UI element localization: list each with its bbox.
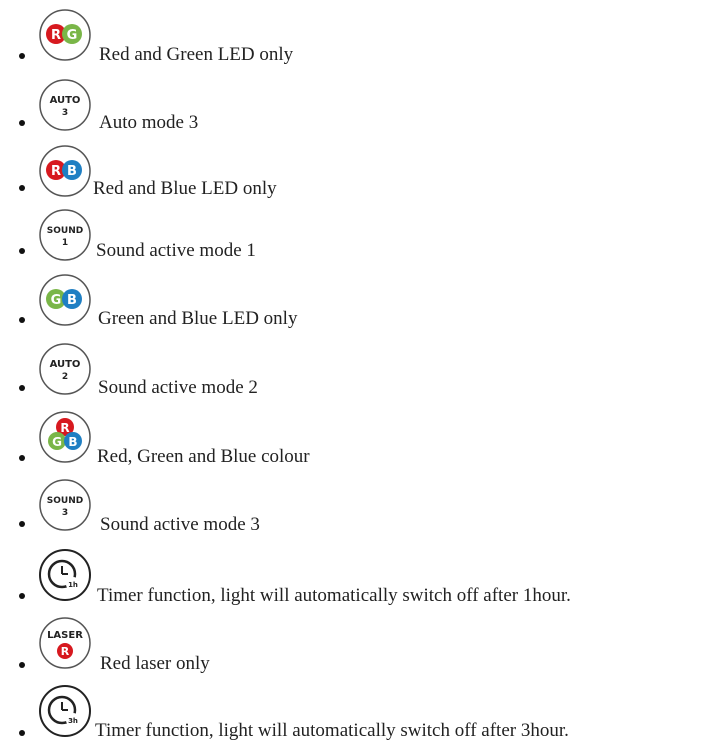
list-item (0, 614, 717, 676)
timer-3h-icon (38, 684, 92, 738)
list-item (0, 408, 717, 470)
sound-3-icon (38, 478, 92, 532)
item-label: Sound active mode 2 (98, 377, 258, 398)
item-label: Sound active mode 3 (100, 514, 260, 535)
list-item (0, 8, 717, 70)
auto-3-icon (38, 78, 92, 132)
svg-text:SOUND: SOUND (46, 226, 84, 236)
svg-text:B: B (67, 164, 77, 179)
rgb-icon (38, 410, 92, 464)
bullet (19, 593, 25, 599)
bullet (19, 53, 25, 59)
bullet (19, 521, 25, 527)
bullet (19, 455, 25, 461)
svg-text:3h: 3h (68, 717, 78, 725)
svg-text:3: 3 (61, 508, 69, 518)
list-item (0, 206, 717, 268)
svg-text:SOUND: SOUND (46, 496, 84, 506)
list-item (0, 544, 717, 606)
laser-r-icon (38, 616, 92, 670)
item-label: Timer function, light will automatically switch off after 1hour. (97, 585, 571, 606)
svg-text:1h: 1h (68, 581, 78, 589)
svg-text:R: R (60, 421, 70, 435)
bullet (19, 662, 25, 668)
item-label: Red and Green LED only (99, 44, 294, 65)
bullet (19, 385, 25, 391)
item-label: Red laser only (100, 653, 210, 674)
rb-icon (38, 144, 92, 198)
svg-text:B: B (68, 435, 78, 449)
bullet (19, 248, 25, 254)
timer-1h-icon (38, 548, 92, 602)
list-item (0, 76, 717, 138)
item-label: Green and Blue LED only (98, 308, 298, 329)
list-item (0, 476, 717, 538)
svg-text:R: R (50, 164, 62, 179)
svg-text:LASER: LASER (47, 630, 83, 641)
rg-icon (38, 8, 92, 62)
svg-text:G: G (66, 28, 78, 43)
svg-text:R: R (60, 645, 70, 658)
svg-text:1: 1 (61, 238, 69, 248)
auto-2-icon (38, 342, 92, 396)
svg-text:AUTO: AUTO (49, 359, 81, 370)
bullet (19, 730, 25, 736)
bullet (19, 120, 25, 126)
sound-1-icon (38, 208, 92, 262)
item-label: Red and Blue LED only (93, 178, 277, 199)
list-item (0, 680, 717, 742)
svg-text:AUTO: AUTO (49, 95, 81, 106)
svg-text:2: 2 (61, 372, 69, 382)
item-label: Sound active mode 1 (96, 240, 256, 261)
svg-text:R: R (50, 28, 62, 43)
svg-text:G: G (50, 293, 62, 308)
list-item (0, 272, 717, 334)
item-label: Timer function, light will automatically switch off after 3hour. (95, 720, 569, 741)
svg-text:B: B (67, 293, 77, 308)
item-label: Red, Green and Blue colour (97, 446, 310, 467)
item-label: Auto mode 3 (99, 112, 199, 133)
list-item (0, 340, 717, 402)
bullet (19, 317, 25, 323)
bullet (19, 185, 25, 191)
svg-text:3: 3 (61, 108, 69, 118)
svg-text:G: G (52, 435, 62, 449)
gb-icon (38, 273, 92, 327)
list-item (0, 142, 717, 204)
